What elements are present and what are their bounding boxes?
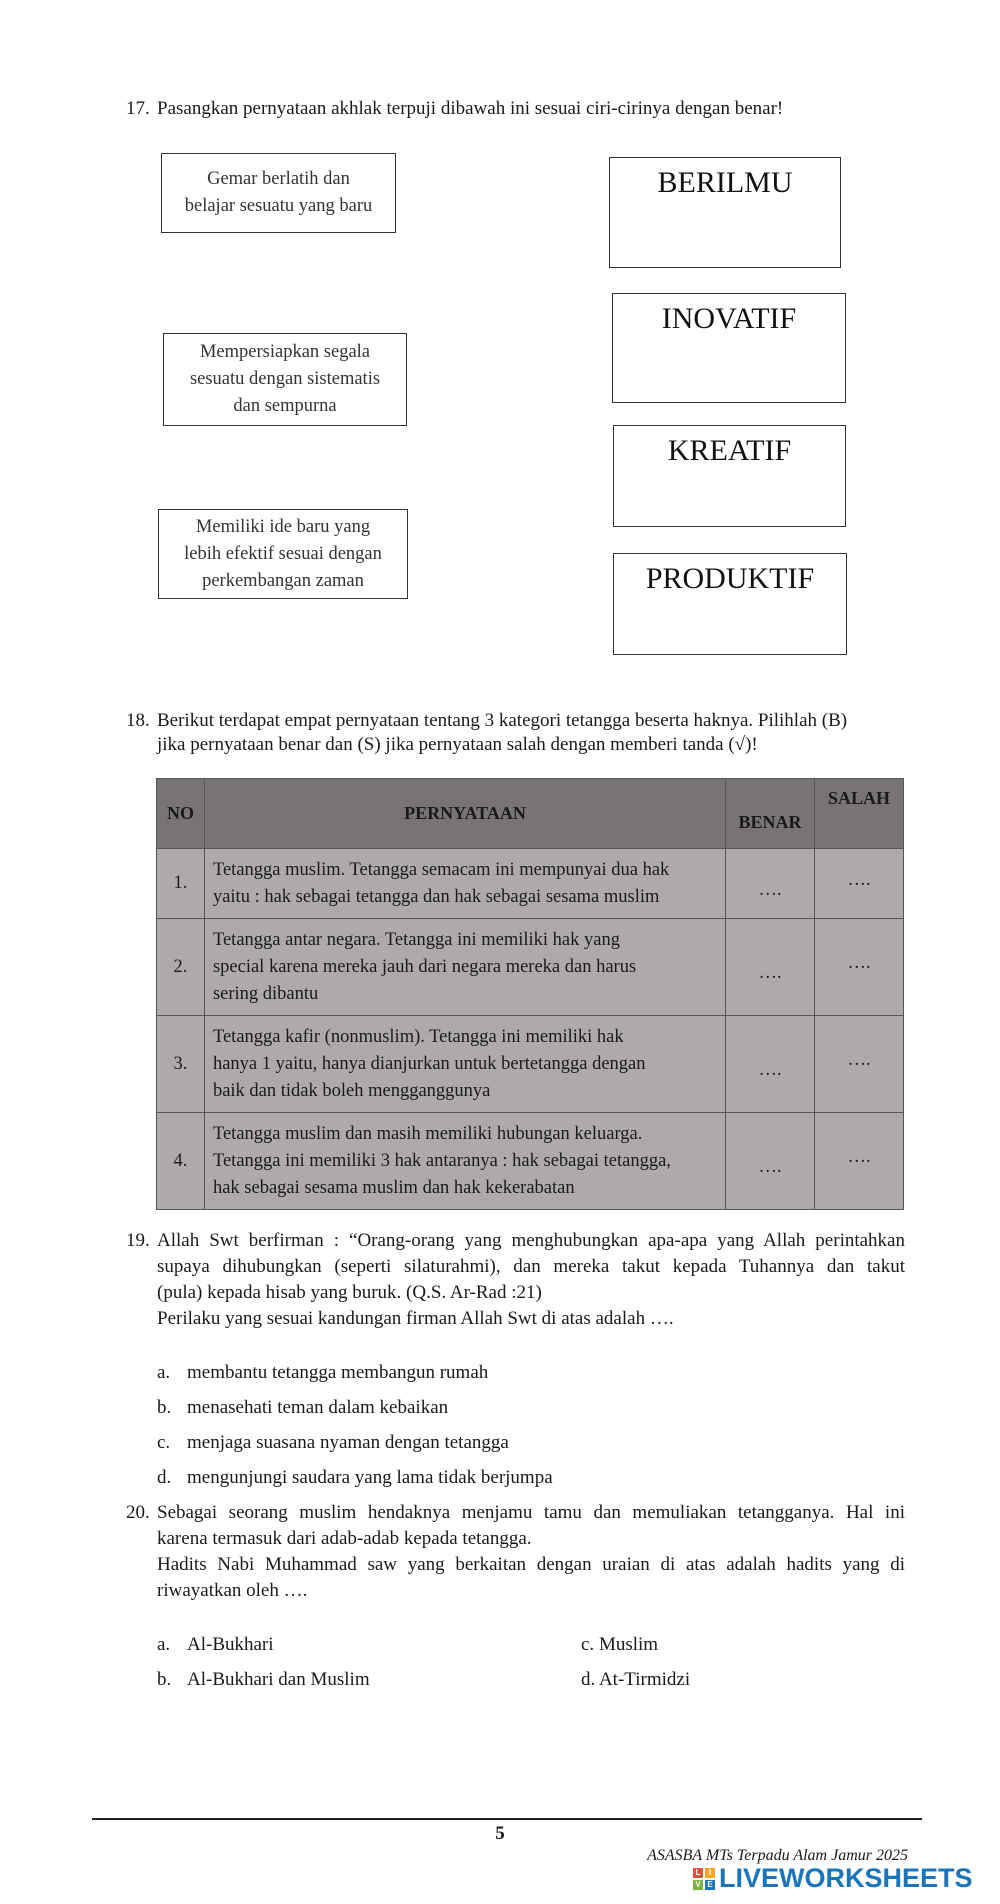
salah-cell[interactable]: …. [815,1016,904,1113]
statement-line: dan sempurna [233,396,337,416]
option-text: At-Tirmidzi [598,1669,691,1690]
option-text: membantu tetangga membangun rumah [187,1362,489,1383]
statement-line: special karena mereka jauh dari negara mereka dan harus [212,956,637,977]
table-row [157,849,904,919]
q19-option-d[interactable] [157,1465,553,1491]
q17-statement-1[interactable] [161,153,396,233]
q20-option-d[interactable] [581,1667,690,1693]
statement-line: Tetangga muslim dan masih memiliki hubungan keluarga. [212,1123,643,1144]
option-letter: b. [157,1397,172,1418]
row-number: 2. [157,919,205,1016]
q17-answer-inovatif[interactable]: INOVATIF [612,293,846,403]
statement-line: hanya 1 yaitu, hanya dianjurkan untuk bertetangga dengan [212,1053,646,1074]
logo-letter: L [693,1868,703,1878]
option-letter: b. [157,1669,172,1690]
q19-option-a[interactable] [157,1360,488,1386]
option-letter: a. [157,1634,171,1655]
liveworksheets-logo[interactable] [693,1863,973,1894]
statement-line: yaitu : hak sebagai tetangga dan hak sebagai sesama muslim [212,886,660,907]
statement-line: Tetangga muslim. Tetangga semacam ini mempunyai dua hak [212,859,670,880]
footer-divider [92,1818,922,1820]
statement-line: Tetangga ini memiliki 3 hak antaranya : hak sebagai tetangga, [212,1150,671,1171]
table-header-row [157,779,904,849]
benar-cell[interactable]: …. [726,849,815,919]
statement-line: belajar sesuatu yang baru [184,196,373,216]
option-text: menjaga suasana nyaman dengan tetangga [187,1432,509,1453]
row-number: 4. [157,1113,205,1210]
statement-line: Gemar berlatih dan [207,169,350,189]
option-letter: d. [581,1669,596,1690]
header-statement: PERNYATAAN [204,779,725,849]
option-text: Al-Bukhari dan Muslim [187,1669,370,1690]
school-name: ASASBA MTs Terpadu Alam Jamur 2025 [647,1847,908,1864]
q17-statement-2[interactable] [163,333,407,426]
statement-line: baik dan tidak boleh mengganggunya [212,1080,491,1101]
option-text: Muslim [598,1634,659,1655]
q19-option-c[interactable] [157,1430,509,1456]
statement-line: sesuatu dengan sistematis [189,369,381,389]
salah-cell[interactable]: …. [815,849,904,919]
logo-letter: E [705,1880,715,1890]
table-row [157,919,904,1016]
q18-prompt-line1: Berikut terdapat empat pernyataan tentang 3 kategori tetangga beserta haknya. Pilihlah (B) [157,710,848,731]
q17-prompt: Pasangkan pernyataan akhlak terpuji dibawah ini sesuai ciri-cirinya dengan benar! [157,98,784,119]
statement-line: sering dibantu [212,983,319,1004]
q20-text-line1: Sebagai seorang muslim hendaknya menjamu tamu dan memuliakan tetangganya. Hal ini [157,1502,905,1523]
q20-text-line4: riwayatkan oleh …. [157,1580,308,1601]
option-text: mengunjungi saudara yang lama tidak berjumpa [187,1467,553,1488]
header-false: SALAH [815,779,904,849]
option-letter: c. [581,1634,595,1655]
q18-number: 18. [126,710,150,731]
q20-text-line3: Hadits Nabi Muhammad saw yang berkaitan dengan uraian di atas adalah hadits yang di [157,1554,905,1575]
header-true: BENAR [726,779,815,849]
statement-line: Mempersiapkan segala [199,342,371,362]
row-statement [204,849,725,919]
row-number: 1. [157,849,205,919]
table-row [157,1113,904,1210]
row-statement [204,1016,725,1113]
q17-number: 17. [126,98,150,119]
q19-text-line3: (pula) kepada hisab yang buruk. (Q.S. Ar-Rad :21) [157,1282,542,1303]
statement-line: Tetangga antar negara. Tetangga ini memiliki hak yang [212,929,620,950]
q20-option-c[interactable] [581,1632,658,1658]
q20-text-line2: karena termasuk dari adab-adab kepada tetangga. [157,1528,532,1549]
logo-letter: I [705,1868,715,1878]
q17-statement-3[interactable] [158,509,408,599]
liveworksheets-logo-icon [693,1868,715,1890]
salah-cell[interactable]: …. [815,1113,904,1210]
statement-line: Tetangga kafir (nonmuslim). Tetangga ini memiliki hak [212,1026,624,1047]
q19-question: Perilaku yang sesuai kandungan firman Allah Swt di atas adalah …. [157,1308,674,1329]
q18-table [156,778,904,1210]
row-statement [204,1113,725,1210]
q20-option-b[interactable] [157,1667,370,1693]
q19-text-line2: supaya dihubungkan (seperti silaturahmi), dan mereka takut kepada Tuhannya dan takut [157,1256,905,1277]
q17-answer-berilmu[interactable]: BERILMU [609,157,841,268]
option-text: menasehati teman dalam kebaikan [187,1397,449,1418]
liveworksheets-brand: LIVEWORKSHEETS [719,1863,973,1893]
q19-option-b[interactable] [157,1395,448,1421]
row-number: 3. [157,1016,205,1113]
q17-answer-produktif[interactable]: PRODUKTIF [613,553,847,655]
page-number: 5 [495,1823,505,1844]
option-letter: d. [157,1467,172,1488]
q18-prompt-line2: jika pernyataan benar dan (S) jika pernyataan salah dengan memberi tanda (√)! [157,734,758,755]
q19-number: 19. [126,1230,150,1251]
q20-option-a[interactable] [157,1632,274,1658]
statement-line: lebih efektif sesuai dengan [184,543,382,564]
statement-line: hak sebagai sesama muslim dan hak kekerabatan [212,1177,575,1198]
q20-number: 20. [126,1502,150,1523]
option-letter: c. [157,1432,171,1453]
header-no: NO [157,779,205,849]
benar-cell[interactable]: …. [726,1016,815,1113]
benar-cell[interactable]: …. [726,1113,815,1210]
option-letter: a. [157,1362,171,1383]
row-statement [204,919,725,1016]
salah-cell[interactable]: …. [815,919,904,1016]
table-row [157,1016,904,1113]
statement-line: Memiliki ide baru yang [195,516,371,537]
statement-line: perkembangan zaman [202,570,364,591]
option-text: Al-Bukhari [187,1634,274,1655]
q17-answer-kreatif[interactable]: KREATIF [613,425,846,527]
logo-letter: V [693,1880,703,1890]
q19-text-line1: Allah Swt berfirman : “Orang-orang yang menghubungkan apa-apa yang Allah perintahkan [157,1230,905,1251]
benar-cell[interactable]: …. [726,919,815,1016]
